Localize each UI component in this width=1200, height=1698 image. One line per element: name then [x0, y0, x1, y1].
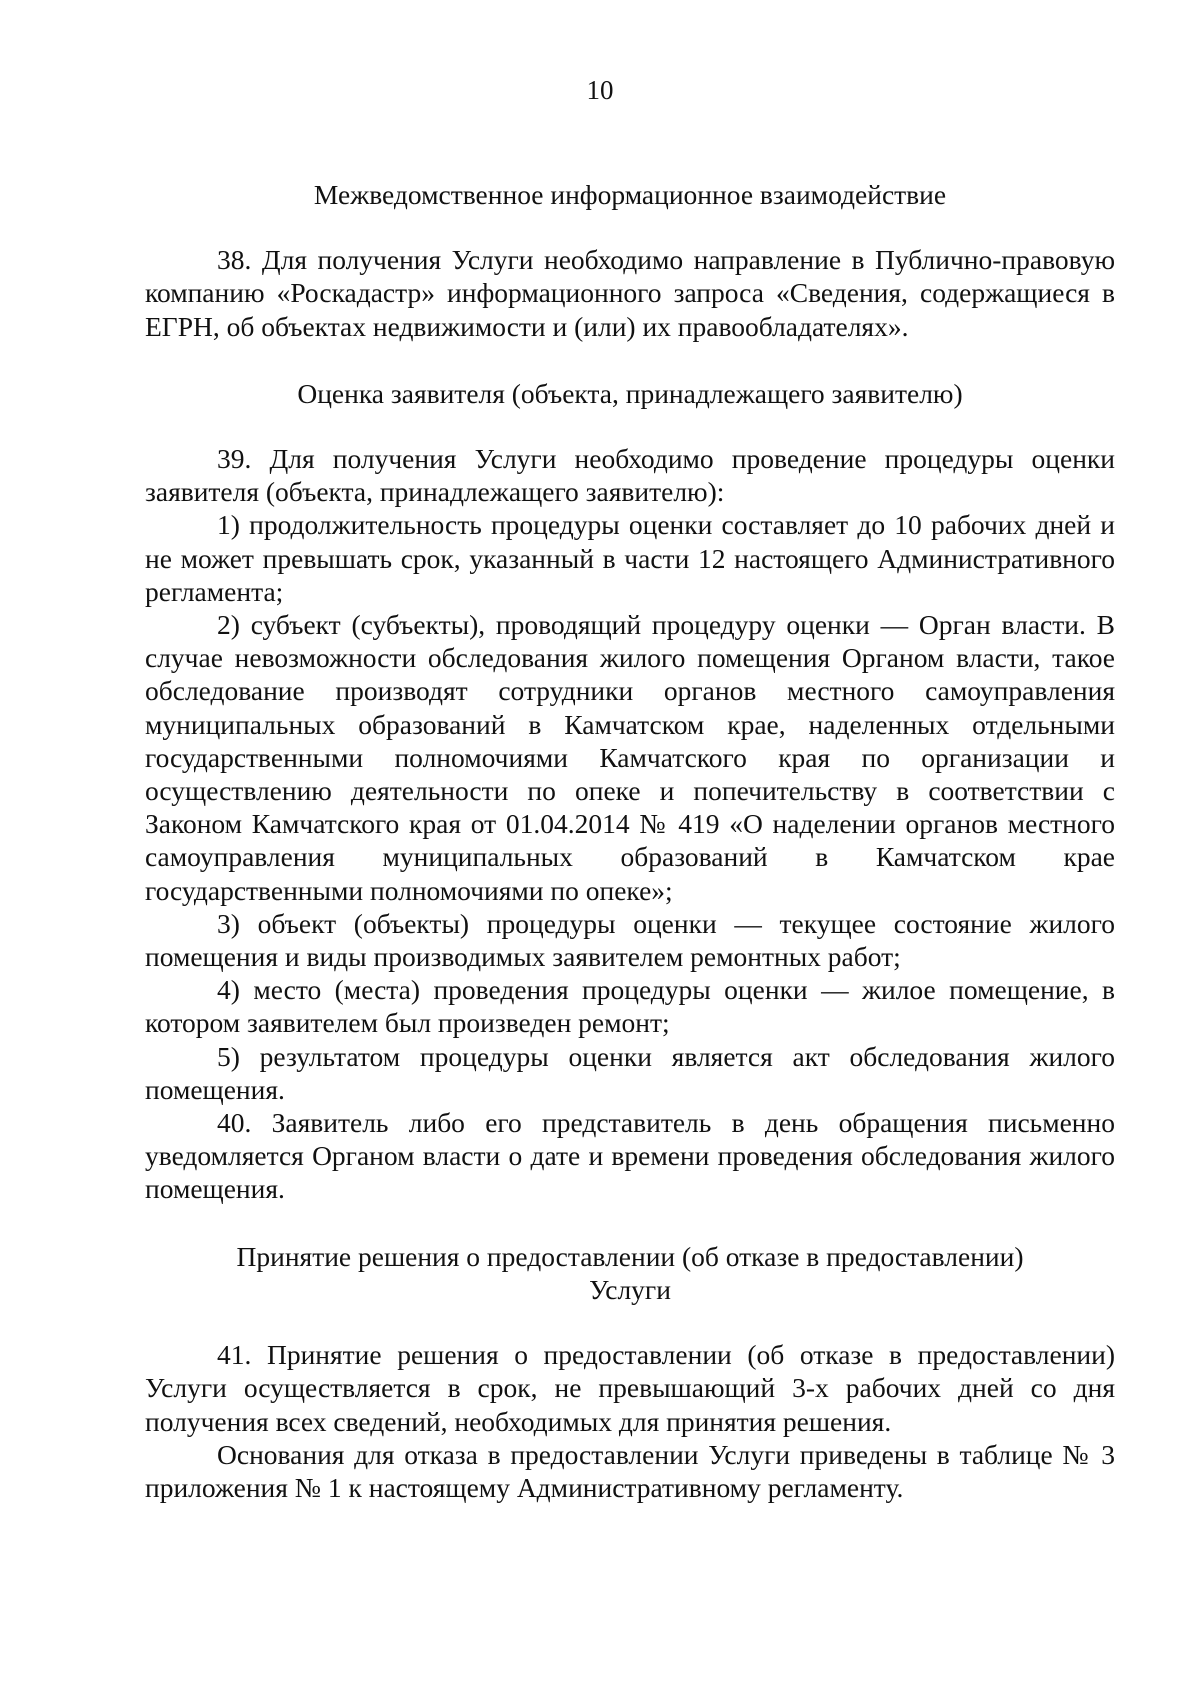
section-heading-line: Услуги: [589, 1273, 671, 1305]
paragraph-38: 38. Для получения Услуги необходимо направление в Публично-правовую компанию «Роскадастр» информационного запроса «Сведения, содержащиеся в ЕГРН, об объектах недвижимости и (или) их правообладателях».: [145, 244, 1115, 342]
paragraph-refusal-grounds: Основания для отказа в предоставлении Услуги приведены в таблице № 3 приложения № 1 к настоящему Административному регламенту.: [145, 1438, 1115, 1503]
list-item-4: 4) место (места) проведения процедуры оценки — жилое помещение, в котором заявителем был произведен ремонт;: [145, 974, 1115, 1039]
page-number: 10: [586, 75, 614, 105]
list-item-3: 3) объект (объекты) процедуры оценки — текущее состояние жилого помещения и виды производимых заявителем ремонтных работ;: [145, 907, 1115, 973]
paragraph-41: 41. Принятие решения о предоставлении (об отказе в предоставлении) Услуги осуществляется в срок, не превышающий 3-х рабочих дней со дня получения всех сведений, необходимых для принятия решения.: [145, 1339, 1115, 1437]
list-item-1: 1) продолжительность процедуры оценки составляет до 10 рабочих дней и не может превышать срок, указанный в части 12 настоящего Административного регламента;: [145, 509, 1115, 607]
document-body: [145, 178, 1115, 1504]
paragraph-40: 40. Заявитель либо его представитель в день обращения письменно уведомляется Органом власти о дате и времени проведения обследования жилого помещения.: [145, 1107, 1115, 1205]
list-item-2: 2) субъект (субъекты), проводящий процедуру оценки — Орган власти. В случае невозможности обследования жилого помещения Органом власти, такое обследование производят сотрудники органов местного самоуправления муниципальных образований в Камчатском крае, наделенных отдельными государственными полномочиями Камчатского края по организации и осуществлению деятельности по опеке и попечительству в соответствии с Законом Камчатского края от 01.04.2014 № 419 «О наделении органов местного самоуправления муниципальных образований в Камчатском крае государственными полномочиями по опеке»;: [145, 609, 1115, 906]
section-interagency-interaction: [145, 178, 1115, 343]
list-item-5: 5) результатом процедуры оценки является акт обследования жилого помещения.: [145, 1040, 1115, 1105]
paragraph-39: 39. Для получения Услуги необходимо проведение процедуры оценки заявителя (объекта, принадлежащего заявителю):: [145, 443, 1115, 508]
section-heading: [145, 377, 1115, 410]
section-heading: [145, 1240, 1115, 1306]
section-heading-line: Принятие решения о предоставлении (об отказе в предоставлении): [236, 1240, 1024, 1272]
section-heading: [145, 178, 1115, 211]
section-heading-line: Межведомственное информационное взаимодействие: [313, 179, 947, 210]
section-applicant-assessment: [145, 377, 1115, 1206]
section-heading-line: Оценка заявителя (объекта, принадлежащего заявителю): [297, 377, 963, 409]
section-decision-making: [145, 1240, 1115, 1504]
